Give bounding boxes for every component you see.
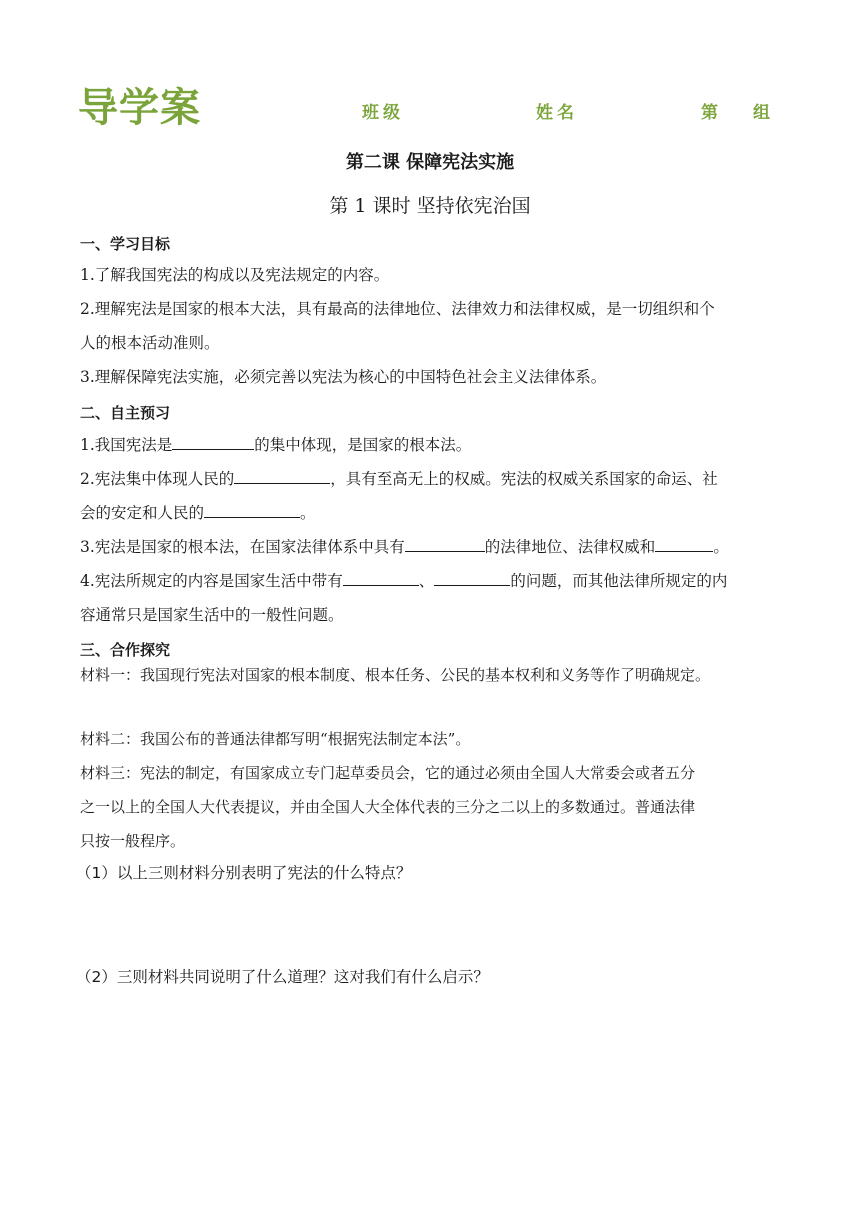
preview-text: 、 <box>418 572 435 590</box>
preview-text: ，具有至高无上的权威。宪法的权威关系国家的命运、社 <box>330 470 718 488</box>
logo-title: 导学案 <box>78 85 201 131</box>
material-two: 材料二：我国公布的普通法律都写明“根据宪法制定本法”。 <box>80 730 471 748</box>
preview-question-4-cont: 容通常只是国家生活中的一般性问题。 <box>80 606 344 624</box>
preview-text: 。 <box>300 504 316 522</box>
answer-blank[interactable] <box>343 567 419 586</box>
answer-blank[interactable] <box>172 431 254 450</box>
preview-question-1 <box>80 428 784 462</box>
preview-question-2 <box>80 462 784 496</box>
preview-question-4 <box>80 564 784 598</box>
name-label: 姓名 <box>536 103 578 123</box>
answer-blank[interactable] <box>434 567 510 586</box>
period-title: 第 1 课时 坚持依宪治国 <box>329 195 531 217</box>
answer-blank[interactable] <box>655 533 713 552</box>
section-heading-cooperation: 三、合作探究 <box>80 641 171 659</box>
material-three-line: 材料三：宪法的制定，有国家成立专门起草委员会，它的通过必须由全国人大常委会或者五分 <box>80 764 696 782</box>
objective-line: 3.理解保障宪法实施，必须完善以宪法为核心的中国特色社会主义法律体系。 <box>80 368 607 386</box>
preview-text: 的问题，而其他法律所规定的内 <box>510 572 728 590</box>
question-two: （2）三则材料共同说明了什么道理？这对我们有什么启示？ <box>76 968 489 986</box>
preview-text: 3.宪法是国家的根本法，在国家法律体系中具有 <box>80 538 405 556</box>
question-one: （1）以上三则材料分别表明了宪法的什么特点？ <box>76 864 412 882</box>
material-three-line: 之一以上的全国人大代表提议，并由全国人大全体代表的三分之二以上的多数通过。普通法律 <box>80 798 696 816</box>
material-one: 材料一：我国现行宪法对国家的根本制度、根本任务、公民的基本权利和义务等作了明确规定。 <box>80 666 711 684</box>
preview-text: 的法律地位、法律权威和 <box>484 538 656 556</box>
group-prefix-label: 第 <box>701 103 722 123</box>
preview-question-2-cont <box>80 496 784 530</box>
preview-text: 的集中体现，是国家的根本法。 <box>254 436 472 454</box>
preview-text: 。 <box>713 538 729 556</box>
material-three-line: 只按一般程序。 <box>80 832 186 850</box>
preview-question-3 <box>80 530 784 564</box>
lesson-title: 第二课 保障宪法实施 <box>345 152 515 173</box>
answer-blank[interactable] <box>204 499 300 518</box>
class-label: 班级 <box>362 103 404 123</box>
preview-text: 4.宪法所规定的内容是国家生活中带有 <box>80 572 343 590</box>
preview-text: 会的安定和人民的 <box>80 504 205 522</box>
preview-text: 2.宪法集中体现人民的 <box>80 470 235 488</box>
objective-line: 2.理解宪法是国家的根本大法，具有最高的法律地位、法律效力和法律权威，是一切组织和个 <box>80 300 715 318</box>
objective-line: 1.了解我国宪法的构成以及宪法规定的内容。 <box>80 266 390 284</box>
answer-blank[interactable] <box>234 465 330 484</box>
answer-blank[interactable] <box>405 533 485 552</box>
group-suffix-label: 组 <box>753 103 774 123</box>
section-heading-objectives: 一、学习目标 <box>80 235 171 253</box>
objective-line: 人的根本活动准则。 <box>80 334 220 352</box>
preview-text: 1.我国宪法是 <box>80 436 173 454</box>
section-heading-preview: 二、自主预习 <box>80 404 171 422</box>
